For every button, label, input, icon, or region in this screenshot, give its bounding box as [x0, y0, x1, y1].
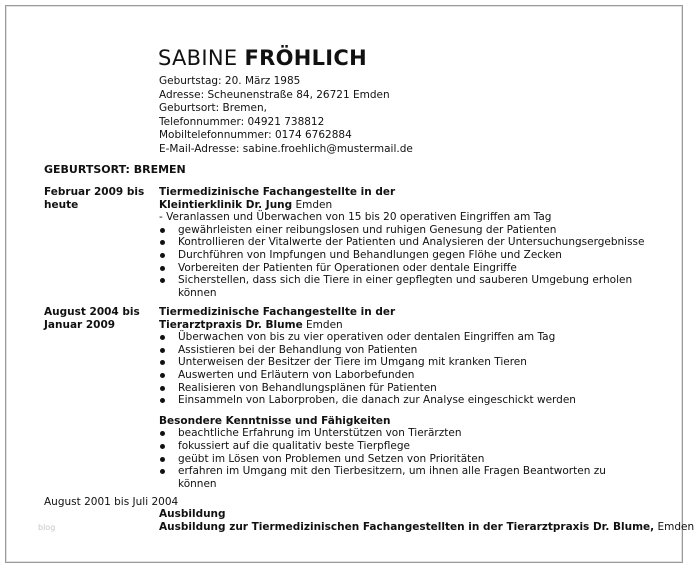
contact-email: E-Mail-Adresse: sabine.froehlich@mustermail.de — [159, 142, 413, 155]
entry-1-title: Tiermedizinische Fachangestellte in der — [159, 186, 396, 198]
entry-2-bullet: Überwachen von bis zu vier operativen oder dentalen Eingriffen am Tag — [159, 331, 659, 344]
education-date: August 2001 bis Juli 2004 — [44, 496, 179, 508]
entry-1-bullet: Durchführen von Impfungen und Behandlungen gegen Flöhe und Zecken — [159, 249, 659, 262]
entry-1-date — [44, 186, 144, 211]
entry-2-bullet: Realisieren von Behandlungsplänen für Patienten — [159, 382, 659, 395]
entry-1-employer — [159, 199, 659, 212]
entry-1-employer-name: Kleintierklinik Dr. Jung — [159, 198, 293, 211]
entry-2-details — [159, 306, 659, 490]
entry-1-bullet: Sicherstellen, dass sich die Tiere in einer gepflegten und sauberen Umgebung erholen können — [159, 274, 644, 299]
contact-birthplace: Geburtsort: Bremen, — [159, 102, 267, 115]
watermark: blog — [38, 523, 56, 532]
section-heading: GEBURTSORT: BREMEN — [44, 163, 186, 176]
education-details — [159, 508, 694, 533]
entry-1-date-line-2: heute — [44, 198, 79, 211]
entry-2-employer — [159, 319, 659, 332]
candidate-name — [158, 46, 367, 70]
skill-item: geübt im Lösen von Problemen und Setzen von Prioritäten — [159, 453, 659, 466]
entry-2-date-line-1: August 2004 bis — [44, 306, 140, 318]
skill-item: fokussiert auf die qualitativ beste Tierpflege — [159, 440, 659, 453]
contact-phone: Telefonnummer: 04921 738812 — [159, 115, 325, 128]
entry-1-bullet: gewährleisten einer reibungslosen und ruhigen Genesung der Patienten — [159, 224, 659, 237]
entry-2-employer-name: Tierarztpraxis Dr. Blume — [159, 318, 303, 331]
entry-1-bullet: Vorbereiten der Patienten für Operationen oder dentale Eingriffe — [159, 262, 659, 275]
education-detail-city: Emden — [654, 520, 694, 533]
entry-1-bullet: Kontrollieren der Vitalwerte der Patienten und Analysieren der Untersuchungsergebnisse — [159, 236, 659, 249]
education-detail-name: Ausbildung zur Tiermedizinischen Fachangestellten in der Tierarztpraxis Dr. Blume, — [159, 520, 655, 533]
entry-1-employer-city: Emden — [292, 198, 333, 211]
resume-page — [5, 5, 694, 563]
contact-address: Adresse: Scheunenstraße 84, 26721 Emden — [159, 88, 390, 101]
contact-block — [159, 75, 413, 157]
contact-mobile: Mobiltelefonnummer: 0174 6762884 — [159, 129, 352, 142]
skill-item: beachtliche Erfahrung im Unterstützen von Tierärzten — [159, 427, 659, 440]
entry-2-date-line-2: Januar 2009 — [44, 318, 116, 331]
entry-1-date-line-1: Februar 2009 bis — [44, 186, 145, 198]
skill-item: erfahren im Umgang mit den Tierbesitzern, um ihnen alle Fragen Beantworten zu können — [159, 465, 644, 490]
entry-2-bullet: Einsammeln von Laborproben, die danach zur Analyse eingeschickt werden — [159, 394, 659, 407]
entry-2-employer-city: Emden — [302, 318, 343, 331]
entry-1-intro: - Veranlassen und Überwachen von 15 bis 20 operativen Eingriffen am Tag — [159, 211, 552, 224]
skills-title: Besondere Kenntnisse und Fähigkeiten — [159, 414, 391, 427]
education-title: Ausbildung — [159, 508, 226, 520]
entry-2-bullet: Auswerten und Erläutern von Laborbefunden — [159, 369, 659, 382]
entry-2-date — [44, 306, 140, 331]
last-name: FRÖHLICH — [244, 46, 367, 70]
education-detail — [159, 520, 694, 534]
entry-1-details — [159, 186, 659, 299]
entry-2-title: Tiermedizinische Fachangestellte in der — [159, 306, 396, 318]
first-name: SABINE — [158, 46, 238, 70]
contact-birthday: Geburtstag: 20. März 1985 — [159, 75, 301, 87]
entry-2-bullet: Assistieren bei der Behandlung von Patienten — [159, 344, 659, 357]
entry-2-bullet: Unterweisen der Besitzer der Tiere im Umgang mit kranken Tieren — [159, 356, 659, 369]
